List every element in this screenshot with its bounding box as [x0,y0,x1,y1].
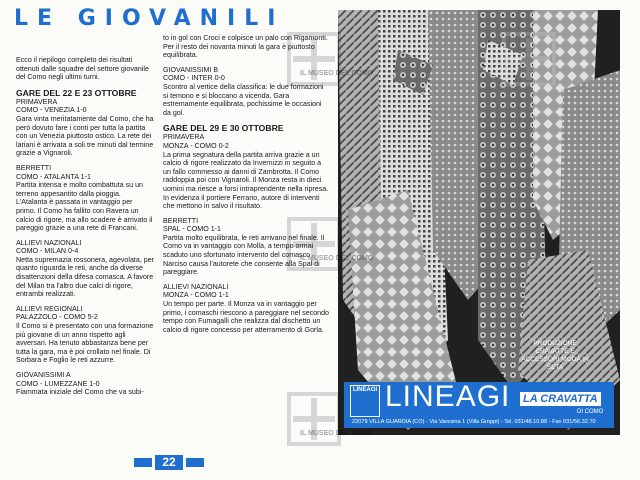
match-report: La prima segnatura della partita arriva grazie a un calcio di rigore realizzato da Invernizzi in seguito a un fallo commesso ai danni di Zambrotta. Il Como raddoppia poi con Vignaroli. Il Monza resta in dieci uomini ma riesce a forsi intraprendente nella ripresa. In evidenza il portiere Ferrario, autore di interventi che mettono in salvo il risultato. [163,150,329,211]
category-label: ALLIEVI NAZIONALI [163,282,229,291]
category-label: BERRETTI [16,163,52,172]
brand-tagline: LA CRAVATTA [520,392,601,406]
match-result: COMO - LUMEZZANE 1-0 [16,379,100,388]
museum-watermark-icon [285,215,343,273]
match-report: Un tempo per parte. Il Monza va in vantaggio per primo, i comaschi riescono a pareggiare nel secondo tempo con Fumagalli che realizza dal dischetto un calcio di rigore concesso per atterramento di Gorla. [163,300,330,334]
page-number: 22 [155,455,183,470]
museum-watermark-text: IL MUSEO DEL COMO [300,430,374,437]
brand-name: LINEAGI [385,380,511,413]
column-left [16,56,154,403]
category-label: PRIMAVERA [16,97,58,106]
section-title-gare-22-23: GARE DEL 22 E 23 OTTOBRE [16,87,137,98]
match-result: COMO - INTER 0-0 [163,74,225,83]
brand-tagline-sub: DI COMO [577,409,604,415]
museum-watermark-icon [500,30,558,88]
match-report-continued: to in gol con Croci e colpisce un palo con Rigamonti. Per il resto dei novanta minuti la gara è piuttosto equilibrata. [163,34,328,60]
match-result: MONZA - COMO 0-2 [163,141,229,150]
intro-text: Ecco il riepilogo completo dei risultati ottenuti dalle squadre del settore giovanile del Como negli ultimi turni. [16,56,149,82]
category-label: GIOVANISSIMI A [16,371,71,379]
brand-logo-icon: LINEAGI [350,385,380,417]
category-label: ALLIEVI NAZIONALI [16,238,82,247]
match-report: Partita intensa e molto combattuta su un terreno appesantito dalla pioggia. L'Atalanta è passata in vantaggio per primo. Il Como ha fallito con Ravera un calcio di rigore, ma allo scadere è arrivato il pareggio grazie a una rete di Francani. [16,181,153,233]
match-report: Gara vinta meritatamente dal Como, che ha però dovuto fare i conti per tutta la partita con un Venezia piuttosto ostico. La rete dei lariani è arrivata a soli tre minuti dal termine grazie a Vignaroli. [16,114,154,158]
brand-address: 22079 VILLA GUARDIA (CO) - Via Varesina 1 (Villa Groppi) - Tel. 031/48.10.88 - Fax 031/56.32.70 [352,419,596,425]
category-label: PRIMAVERA [163,133,205,142]
match-report: Netta supremazia rossonera, agevolata, per quanto riguarda le reti, anche da diverse disattenzioni della difesa comasca. A favore del Milan tra l'altro due calci di rigore, entrambi realizzati. [16,255,155,299]
category-label: GIOVANISSIMI B [163,65,219,74]
match-result: PALAZZOLO - COMO 5-2 [16,313,98,322]
category-label: BERRETTI [163,216,199,225]
museum-watermark-text: IL MUSEO DEL COMO [300,70,374,77]
match-report: Scontro al vertice della classifica: le due formazioni si temono e si bloccano a vicenda. Gara estremamente equilibrata, pochissime le occasioni da gol. [163,82,324,117]
page-number-bar-right [186,458,204,467]
match-result: MONZA - COMO 1-1 [163,291,229,300]
product-caption: PRODUZIONE CRAVATTE E ACCESSORI MODA IN SETA [521,340,589,371]
match-result: SPAL - COMO 1-1 [163,225,221,234]
museum-watermark-icon [285,30,343,88]
match-result: COMO - ATALANTA 1-1 [16,172,91,181]
match-report: Il Como si è presentato con una formazione più giovane di un anno rispetto agli avversari. Ha tenuto abbastanza bene per tutta la gara, ma è poi crollato nel finale. Di Sorbara e Foglio le reti azzurre. [16,322,154,365]
match-result: COMO - VENEZIA 1-0 [16,106,87,115]
match-report: Partita molto equilibrata, le reti arrivano nel finale. Il Como va in vantaggio con Molla, a tempo ormai scaduto uno sfortunato intervento del comasco Narciso causa l'autorete che consente alla Spal di pareggiare. [163,233,325,277]
match-result: COMO - MILAN 0-4 [16,247,79,256]
section-title-gare-29-30: GARE DEL 29 E 30 OTTOBRE [163,123,284,134]
category-label: ALLIEVI REGIONALI [16,304,83,313]
match-report: Fiammata iniziale del Como che va subi- [16,388,144,397]
page-number-bar-left [134,458,152,467]
page-heading: LE GIOVANILI [14,6,285,31]
museum-watermark-icon [285,390,343,448]
museum-watermark-text: IL MUSEO DEL COMO [300,255,374,262]
